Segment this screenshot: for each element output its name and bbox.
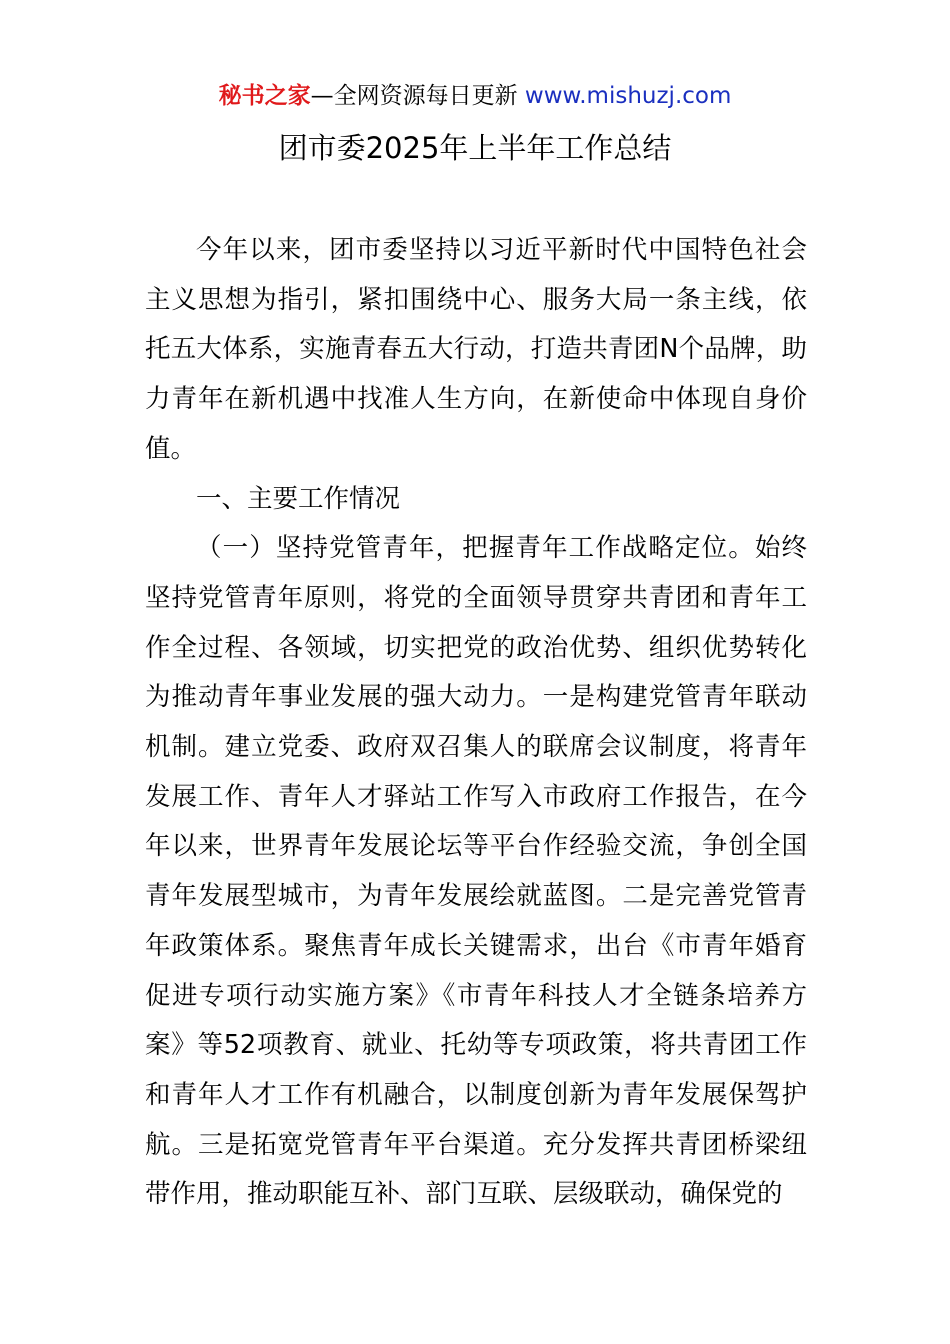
- site-tagline: —全网资源每日更新: [310, 83, 518, 109]
- site-header: [0, 80, 950, 112]
- document-title: 团市委2025年上半年工作总结: [278, 131, 672, 165]
- site-brand: 秘书之家: [218, 83, 311, 109]
- body-paragraph: （一）坚持党管青年，把握青年工作战略定位。始终坚持党管青年原则，将党的全面领导贯穿共青团和青年工作全过程、各领域，切实把党的政治优势、组织优势转化为推动青年事业发展的强大动力。一是构建党管青年联动机制。建立党委、政府双召集人的联席会议制度，将青年发展工作、青年人才驿站工作写入市政府工作报告，在今年以来，世界青年发展论坛等平台作经验交流，争创全国青年发展型城市，为青年发展绘就蓝图。二是完善党管青年政策体系。聚焦青年成长关键需求，出台《市青年婚育促进专项行动实施方案》《市青年科技人才全链条培养方案》等52项教育、就业、托幼等专项政策，将共青团工作和青年人才工作有机融合，以制度创新为青年发展保驾护航。三是拓宽党管青年平台渠道。充分发挥共青团桥梁纽带作用，推动职能互补、部门互联、层级联动，确保党的: [145, 533, 807, 1210]
- intro-paragraph: 今年以来，团市委坚持以习近平新时代中国特色社会主义思想为指引，紧扣围绕中心、服务大局一条主线，依托五大体系，实施青春五大行动，打造共青团N个品牌，助力青年在新机遇中找准人生方向，在新使命中体现自身价值。: [145, 235, 807, 464]
- site-url-link[interactable]: www.mishuzj.com: [524, 83, 732, 109]
- document-body: [145, 226, 807, 1220]
- section-heading: 一、主要工作情况: [196, 483, 401, 514]
